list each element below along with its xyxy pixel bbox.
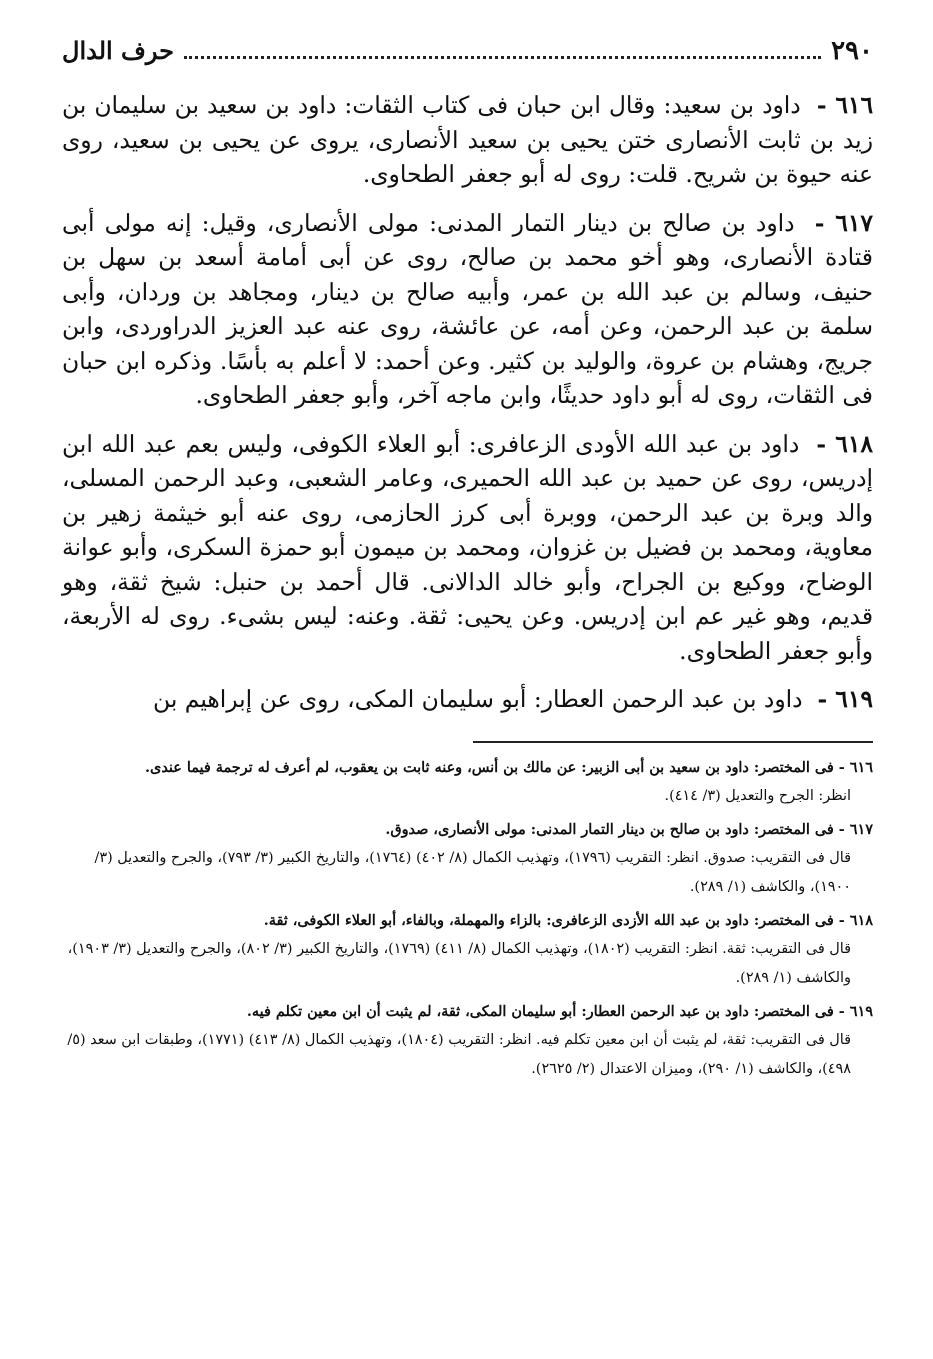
entry-number: ٦١٨ -	[816, 429, 873, 458]
footnote-lead: ٦١٩ - فى المختصر: داود بن عبد الرحمن العطار: أبو سليمان المكى، ثقة، لم يثبت أن ابن معين تكلم فيه.	[246, 1002, 873, 1020]
entry-text: داود بن عبد الرحمن العطار: أبو سليمان المكى، روى عن إبراهيم بن	[153, 685, 803, 713]
header-leader-dots	[184, 42, 821, 59]
entry-text: داود بن صالح بن دينار التمار المدنى: مولى الأنصارى، وقيل: إنه مولى أبى قتادة الأنصارى، وهو أخو محمد بن صالح، روى عن أبى أمامة أسعد بن سهل بن حنيف، وسالم بن عبد الله بن عمر، وأبيه صالح بن دينار، ومجاهد بن وردان، وأبى سلمة بن عبد الرحمن، وعن أمه، عن عائشة، روى عنه عبد العزيز الدراوردى، وابن جريج، وهشام بن عروة، والوليد بن كثير. وعن أحمد: لا أعلم به بأسًا. وذكره ابن حبان فى الثقات، روى له أبو داود حديثًا، وابن ماجه آخر، وأبو جعفر الطحاوى.	[62, 208, 873, 409]
footnote-619	[62, 997, 873, 1084]
footnote-reference: قال فى التقريب: ثقة، لم يثبت أن ابن معين تكلم فيه. انظر: التقريب (١٨٠٤)، وتهذيب الكمال (٨/ ٤١٣) (١٧٧١)، وطبقات ابن سعد (٥/ ٤٩٨)، والكاشف (١/ ٢٩٠)، وميزان الاعتدال (٢/ ٢٦٢٥).	[67, 1031, 851, 1077]
footnote-reference: قال فى التقريب: ثقة. انظر: التقريب (١٨٠٢)، وتهذيب الكمال (٨/ ٤١١) (١٧٦٩)، والتاريخ الكبير (٣/ ٨٠٢)، والجرح والتعديل (٣/ ١٩٠٣)، والكاشف (١/ ٢٨٩).	[67, 940, 851, 986]
footnote-lead: ٦١٨ - فى المختصر: داود بن عبد الله الأزدى الزعافرى: بالزاء والمهملة، وبالفاء، أبو العلاء الكوفى، ثقة.	[263, 911, 873, 929]
footnote-616	[62, 753, 873, 811]
page-number: ٢٩٠	[831, 36, 873, 66]
footnote-618	[62, 906, 873, 993]
running-title: حرف الدال	[62, 36, 174, 65]
footnote-lead: ٦١٦ - فى المختصر: داود بن سعيد بن أبى الزبير: عن مالك بن أنس، وعنه ثابت بن يعقوب، لم أعرف له ترجمة فيما عندى.	[145, 758, 873, 776]
entry-text: داود بن عبد الله الأودى الزعافرى: أبو العلاء الكوفى، وليس بعم عبد الله ابن إدريس، روى عن حميد بن عبد الله الحميرى، وعامر الشعبى، وعبد الرحمن المسلى، والد وبرة بن عبد الرحمن، ووبرة أبى كرز الحازمى، روى عنه أبو خيثمة زهير بن معاوية، ومحمد بن فضيل بن غزوان، ومحمد بن ميمون أبو حمزة السكرى، وأبو عوانة الوضاح، ووكيع بن الجراح، وأبو خالد الدالانى. قال أحمد بن حنبل: شيخ ثقة، وهو قديم، وهو غير عم ابن إدريس. وعن يحيى: ثقة. وعنه: ليس بشىء. روى له الأربعة، وأبو جعفر الطحاوى.	[62, 429, 873, 665]
entry-number: ٦١٩ -	[817, 685, 873, 713]
entry-number: ٦١٦ -	[816, 91, 874, 119]
footnote-lead: ٦١٧ - فى المختصر: داود بن صالح بن دينار التمار المدنى: مولى الأنصارى، صدوق.	[385, 820, 873, 838]
footnote-divider	[473, 741, 873, 743]
entry-text: داود بن سعيد: وقال ابن حبان فى كتاب الثقات: داود بن سعيد بن سليمان بن زيد بن ثابت الأنصارى ختن يحيى بن سعيد الأنصارى، يروى عن يحيى بن سعيد، روى عنه حيوة بن شريح. قلت: روى له أبو جعفر الطحاوى.	[62, 91, 873, 188]
entry-616	[62, 88, 873, 192]
entry-618	[62, 427, 873, 669]
footnote-reference: قال فى التقريب: صدوق. انظر: التقريب (١٧٩٦)، وتهذيب الكمال (٨/ ٤٠٢) (١٧٦٤)، والتاريخ الكبير (٣/ ٧٩٣)، والجرح والتعديل (٣/ ١٩٠٠)، والكاشف (١/ ٢٨٩).	[94, 849, 851, 895]
footnote-617	[62, 815, 873, 902]
page-header	[62, 36, 873, 84]
entry-number: ٦١٧ -	[814, 208, 873, 237]
entry-619	[62, 682, 873, 717]
footnotes	[62, 753, 873, 1084]
entry-617	[62, 206, 873, 413]
main-text	[62, 88, 873, 717]
footnote-reference: انظر: الجرح والتعديل (٣/ ٤١٤).	[664, 787, 851, 804]
